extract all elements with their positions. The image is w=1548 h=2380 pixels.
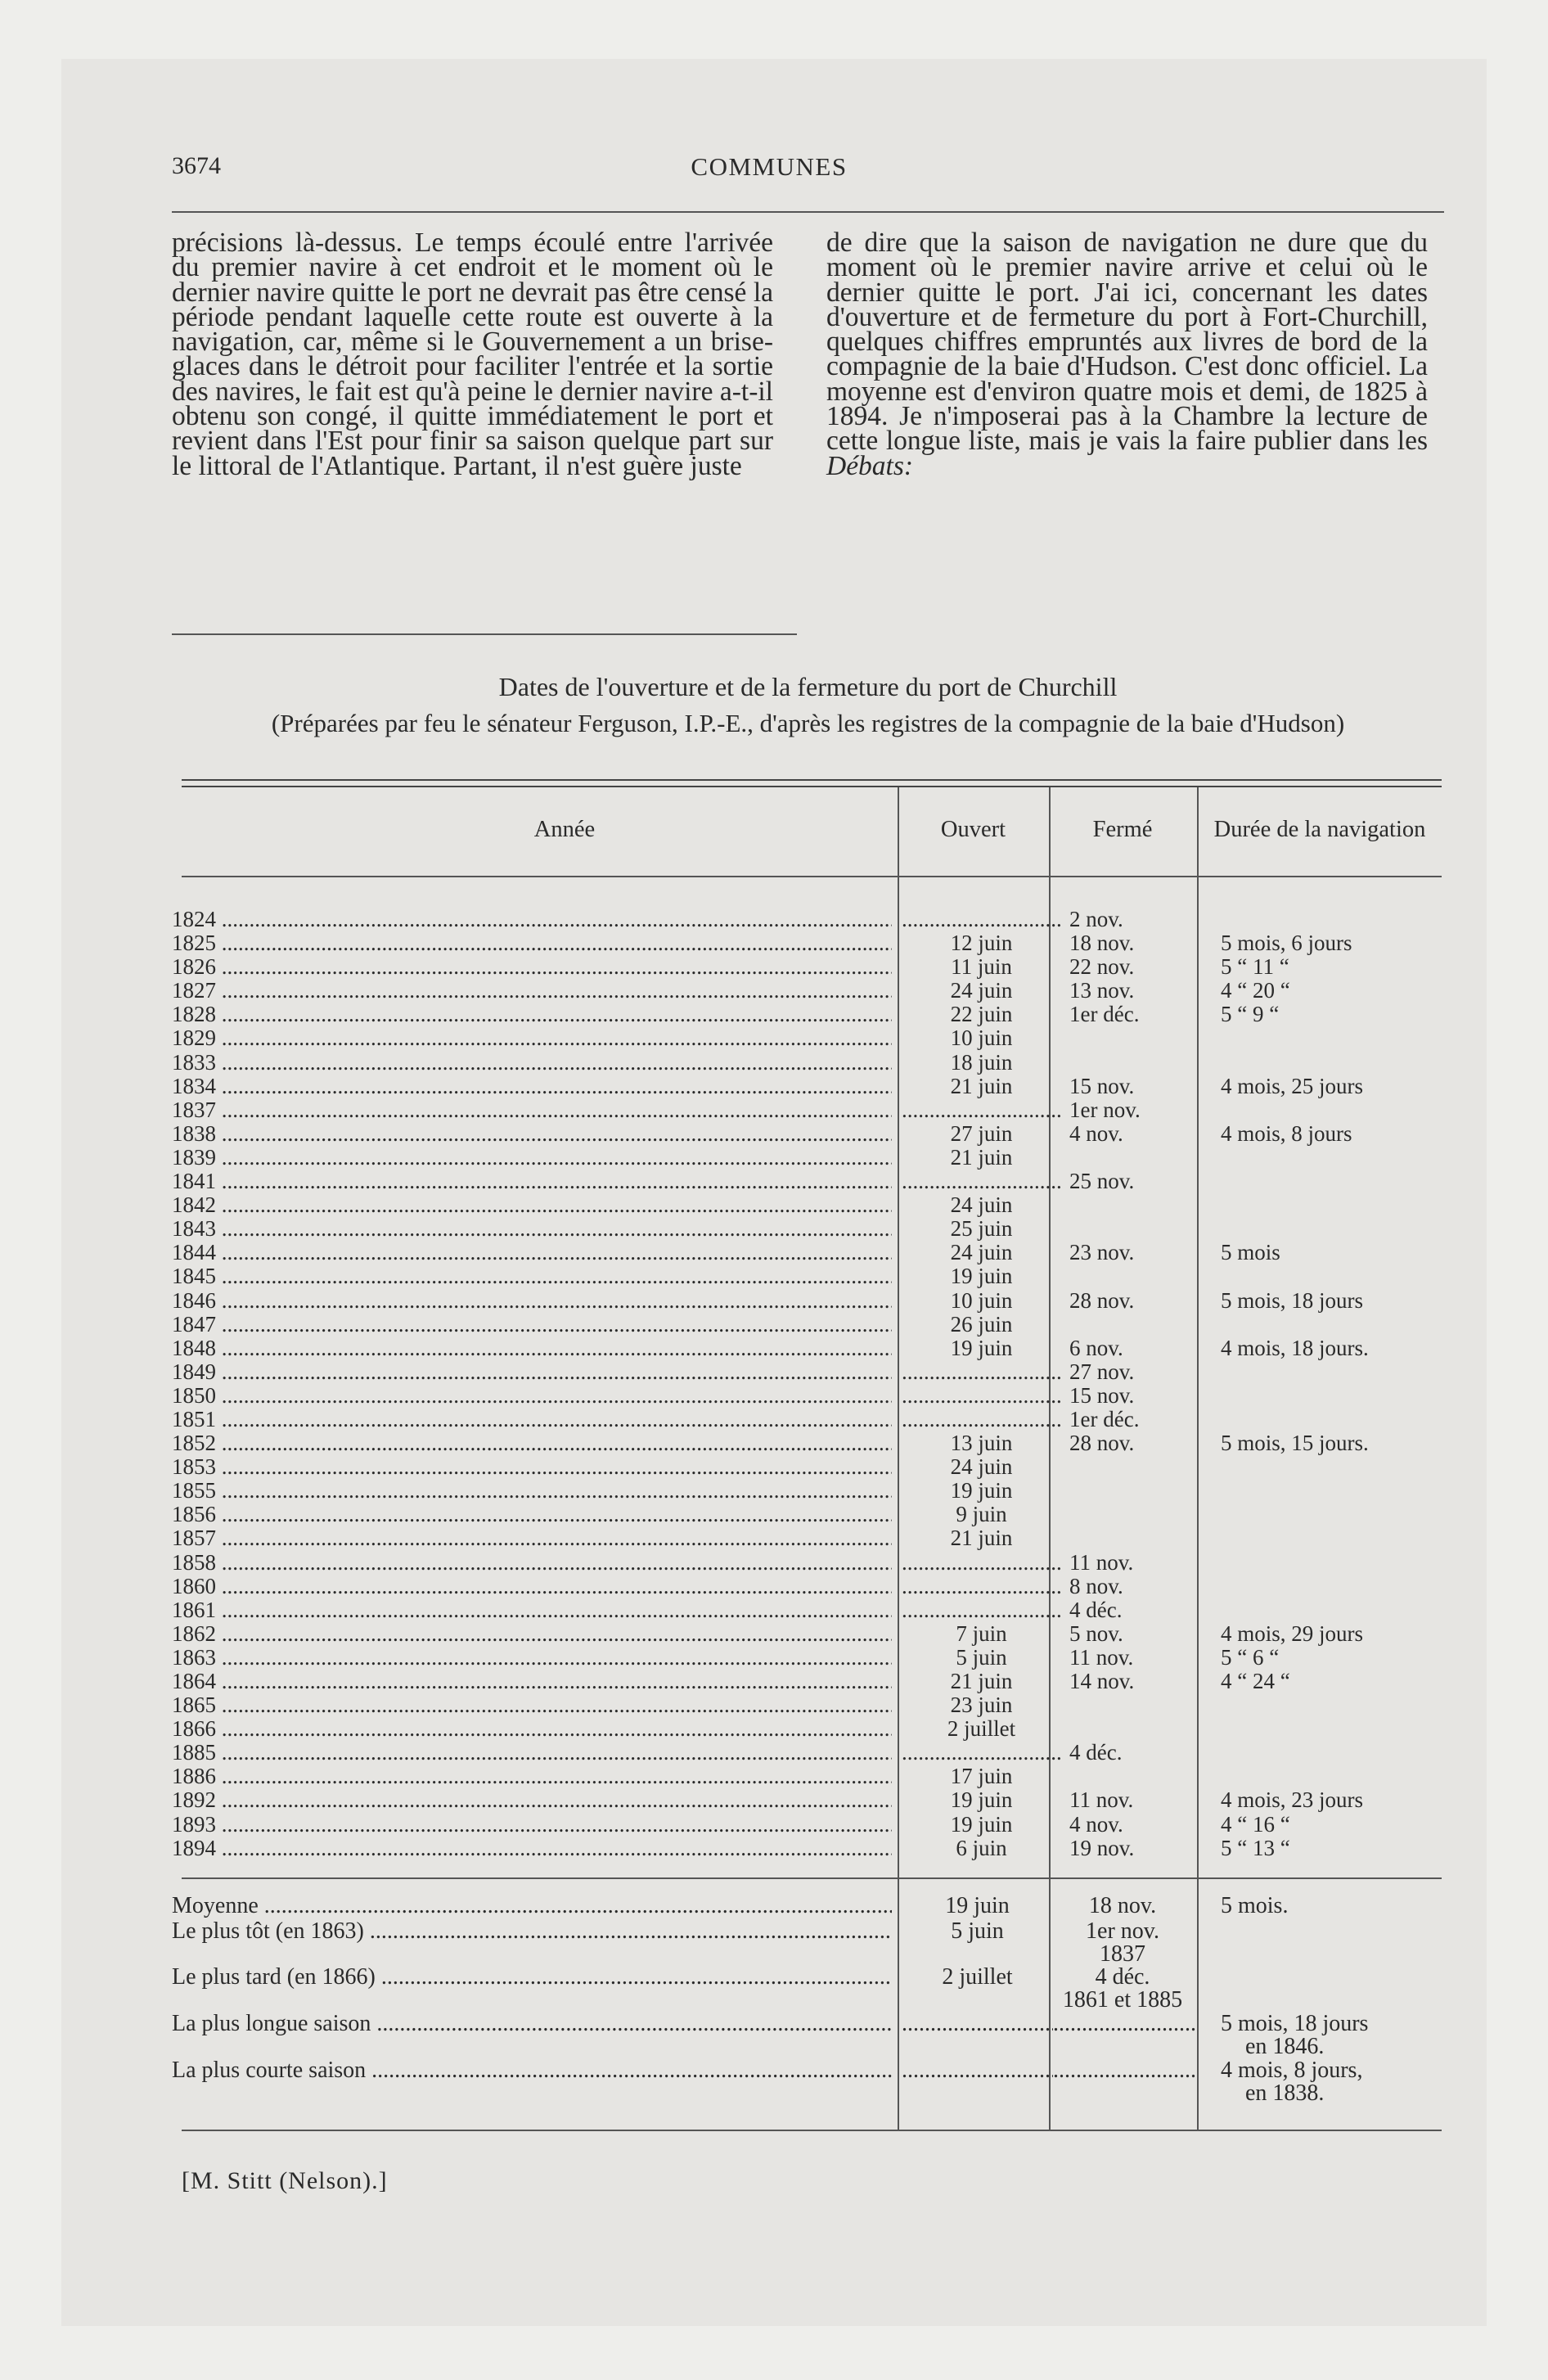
year-cell: 1839 ..... (172, 1146, 892, 1170)
opened-cell: 17 juin (950, 1765, 1013, 1789)
duration-cell: 5 mois, 18 jours (1221, 1288, 1364, 1313)
opened-cell: 21 juin (950, 1145, 1013, 1170)
opened-cell (902, 1170, 1061, 1193)
year-cell: 1892 ..... (172, 1788, 892, 1812)
duration-cell: 4 mois, 25 jours (1221, 1074, 1364, 1098)
summary-label: La plus courte saison ..... (172, 2059, 892, 2082)
summary-closed: 1er nov. (1086, 1920, 1159, 1943)
summary-duration: 5 mois. (1221, 1895, 1289, 1918)
duration-cell: 4 “ 24 “ (1221, 1670, 1290, 1693)
summary-opened (902, 2013, 1053, 2035)
paragraph-left: précisions là-dessus. Le temps écoulé entre l'arrivée du premier navire à cet endroit et le moment où le dernier navire quitte le port ne devrait pas être censé la période pendant laquelle cette route est ouverte à la navigation, car, même si le Gouvernement a un brise-glaces dans le détroit pour faciliter l'entrée et la sortie des navires, le fait est qu'à peine le dernier navire a-t-il obtenu son congé, il quitte immédiatement le port et revient dans l'Est pour finir sa saison quelque part sur le littoral de l'Atlantique. Partant, il n'est guère juste (172, 228, 773, 481)
duration-cell: 4 “ 16 “ (1221, 1812, 1290, 1837)
opened-cell: 21 juin (950, 1074, 1013, 1098)
summary-closed: 1861 et 1885 (1062, 1989, 1183, 2012)
duration-cell: 5 “ 9 “ (1221, 1003, 1280, 1027)
summary-duration: 5 mois, 18 jours (1221, 2013, 1369, 2035)
opened-cell (902, 1098, 1061, 1122)
closed-cell: 11 nov. (1069, 1550, 1134, 1575)
text-column-right (826, 228, 1428, 481)
closed-cell: 19 nov. (1069, 1836, 1135, 1860)
summary-closed (1053, 2013, 1196, 2035)
year-cell: 1885 ..... (172, 1741, 892, 1765)
opened-cell: 22 juin (950, 1003, 1013, 1027)
opened-cell: 18 juin (950, 1050, 1013, 1075)
summary-closed (1053, 2059, 1196, 2082)
opened-cell: 24 juin (950, 979, 1013, 1003)
closed-cell: 1er déc. (1069, 1407, 1140, 1431)
summary-opened: 2 juillet (942, 1966, 1013, 1989)
table-body-rule (182, 1877, 1442, 1879)
summary-label: Le plus tôt (en 1863) ..... (172, 1920, 892, 1943)
summary-duration: en 1838. (1245, 2082, 1325, 2105)
opened-cell: 24 juin (950, 1241, 1013, 1265)
year-cell: 1838 ..... (172, 1122, 892, 1146)
summary-label: La plus longue saison ..... (172, 2013, 892, 2035)
summary-duration: en 1846. (1245, 2035, 1325, 2058)
closed-cell: 15 nov. (1069, 1074, 1135, 1098)
year-cell: 1856 ..... (172, 1503, 892, 1526)
opened-cell: 11 juin (951, 955, 1012, 980)
duration-cell: 5 mois (1221, 1241, 1280, 1265)
opened-cell: 9 juin (956, 1503, 1007, 1527)
closed-cell: 14 nov. (1069, 1670, 1135, 1693)
year-cell: 1843 ..... (172, 1217, 892, 1241)
closed-cell: 1er nov. (1069, 1098, 1141, 1122)
summary-opened (902, 2059, 1053, 2082)
summary-opened: 19 juin (945, 1895, 1010, 1918)
opened-cell: 7 juin (956, 1621, 1007, 1646)
opened-cell (902, 1575, 1061, 1598)
closed-cell: 11 nov. (1069, 1645, 1134, 1670)
year-cell: 1827 ..... (172, 979, 892, 1003)
year-cell: 1845 ..... (172, 1264, 892, 1288)
year-cell: 1886 ..... (172, 1765, 892, 1788)
year-cell: 1866 ..... (172, 1717, 892, 1741)
opened-cell: 21 juin (950, 1670, 1013, 1693)
text-column-left (172, 228, 773, 481)
duration-cell: 4 “ 20 “ (1221, 979, 1290, 1003)
opened-cell: 10 juin (950, 1026, 1013, 1051)
header-closed: Fermé (1092, 817, 1153, 842)
running-title: COMMUNES (691, 152, 848, 181)
table-subtitle: (Préparées par feu le sénateur Ferguson, I.P.-E., d'après les registres de la compagnie de la baie d'Hudson) (271, 709, 1345, 737)
opened-cell: 12 juin (950, 931, 1013, 956)
header-rule (172, 211, 1444, 213)
year-cell: 1844 ..... (172, 1241, 892, 1264)
duration-cell: 5 “ 13 “ (1221, 1836, 1290, 1860)
table-top-double-rule (182, 779, 1442, 787)
debats-italic: Débats: (826, 450, 914, 481)
year-cell: 1825 ..... (172, 931, 892, 955)
year-cell: 1829 ..... (172, 1026, 892, 1050)
opened-cell: 24 juin (950, 1193, 1013, 1218)
opened-cell: 19 juin (950, 1812, 1013, 1837)
opened-cell (902, 1598, 1061, 1622)
year-cell: 1841 ..... (172, 1170, 892, 1193)
year-cell: 1833 ..... (172, 1051, 892, 1075)
year-cell: 1893 ..... (172, 1813, 892, 1837)
closed-cell: 18 nov. (1069, 931, 1135, 956)
opened-cell: 23 juin (950, 1693, 1013, 1718)
year-cell: 1853 ..... (172, 1455, 892, 1479)
duration-cell: 5 mois, 6 jours (1221, 931, 1352, 956)
year-cell: 1861 ..... (172, 1598, 892, 1622)
duration-cell: 4 mois, 18 jours. (1221, 1336, 1369, 1360)
closed-cell: 28 nov. (1069, 1288, 1135, 1313)
opened-cell: 19 juin (950, 1479, 1013, 1503)
speaker-attribution: [M. Stitt (Nelson).] (182, 2167, 388, 2194)
closed-cell: 4 nov. (1069, 1121, 1123, 1146)
closed-cell: 11 nov. (1069, 1788, 1134, 1813)
column-divider-1 (898, 787, 899, 2130)
year-cell: 1842 ..... (172, 1193, 892, 1217)
closed-cell: 15 nov. (1069, 1383, 1135, 1408)
year-cell: 1862 ..... (172, 1622, 892, 1646)
year-cell: 1851 ..... (172, 1408, 892, 1431)
closed-cell: 23 nov. (1069, 1241, 1135, 1265)
table-header-rule (182, 876, 1442, 877)
summary-closed: 1837 (1100, 1943, 1145, 1966)
opened-cell: 13 juin (950, 1431, 1013, 1456)
duration-cell: 4 mois, 29 jours (1221, 1621, 1364, 1646)
closed-cell: 22 nov. (1069, 955, 1135, 980)
closed-cell: 4 déc. (1069, 1598, 1123, 1622)
year-cell: 1852 ..... (172, 1431, 892, 1455)
summary-closed: 18 nov. (1088, 1895, 1157, 1918)
duration-cell: 5 “ 11 “ (1221, 955, 1289, 980)
header-duration: Durée de la navigation (1213, 817, 1426, 842)
duration-cell: 4 mois, 23 jours (1221, 1788, 1364, 1813)
year-cell: 1848 ..... (172, 1336, 892, 1360)
opened-cell: 5 juin (956, 1645, 1007, 1670)
duration-cell: 5 mois, 15 jours. (1221, 1431, 1369, 1456)
opened-cell: 27 juin (950, 1121, 1013, 1146)
closed-cell: 4 déc. (1069, 1741, 1123, 1765)
closed-cell: 13 nov. (1069, 979, 1135, 1003)
opened-cell (902, 1408, 1061, 1431)
year-cell: 1834 ..... (172, 1075, 892, 1098)
duration-cell: 4 mois, 8 jours (1221, 1121, 1352, 1146)
opened-cell: 19 juin (950, 1264, 1013, 1289)
year-cell: 1864 ..... (172, 1670, 892, 1693)
opened-cell: 2 juillet (947, 1717, 1016, 1742)
opened-cell: 25 juin (950, 1217, 1013, 1242)
opened-cell: 10 juin (950, 1288, 1013, 1313)
summary-label: Le plus tard (en 1866) ..... (172, 1966, 892, 1989)
closed-cell: 6 nov. (1069, 1336, 1123, 1360)
opened-cell: 6 juin (956, 1836, 1007, 1860)
opened-cell (902, 1360, 1061, 1384)
year-cell: 1837 ..... (172, 1098, 892, 1122)
year-cell: 1857 ..... (172, 1526, 892, 1550)
closed-cell: 2 nov. (1069, 908, 1123, 931)
summary-duration: 4 mois, 8 jours, (1221, 2059, 1363, 2082)
table-title: Dates de l'ouverture et de la fermeture du port de Churchill (498, 672, 1118, 701)
year-cell: 1826 ..... (172, 955, 892, 979)
year-cell: 1863 ..... (172, 1646, 892, 1670)
column-end-rule (172, 633, 797, 635)
year-cell: 1855 ..... (172, 1479, 892, 1503)
closed-cell: 28 nov. (1069, 1431, 1135, 1456)
opened-cell: 19 juin (950, 1336, 1013, 1360)
opened-cell: 26 juin (950, 1312, 1013, 1336)
year-cell: 1850 ..... (172, 1384, 892, 1408)
opened-cell: 19 juin (950, 1788, 1013, 1813)
paragraph-right-text: de dire que la saison de navigation ne dure que du moment où le premier navire arrive et celui où le dernier quitte le port. J'ai ici, concernant les dates d'ouverture et de fermeture du port à Fort-Churchill, quelques chiffres empruntés aux livres de bord de la compagnie de la baie d'Hudson. C'est donc officiel. La moyenne est d'environ quatre mois et demi, de 1825 à 1894. Je n'imposerai pas à la Chambre la lecture de cette longue liste, mais je vais la faire publier dans les (826, 228, 1428, 457)
opened-cell: 24 juin (950, 1455, 1013, 1480)
summary-label: Moyenne ..... (172, 1895, 892, 1918)
year-cell: 1858 ..... (172, 1551, 892, 1575)
closed-cell: 8 nov. (1069, 1574, 1123, 1598)
paragraph-right (826, 228, 1428, 481)
year-cell: 1860 ..... (172, 1575, 892, 1598)
opened-cell (902, 1741, 1061, 1765)
header-year: Année (533, 817, 596, 842)
year-cell: 1847 ..... (172, 1313, 892, 1336)
closed-cell: 25 nov. (1069, 1170, 1135, 1194)
duration-cell: 5 “ 6 “ (1221, 1645, 1280, 1670)
opened-cell (902, 1384, 1061, 1408)
year-cell: 1846 ..... (172, 1289, 892, 1313)
year-cell: 1828 ..... (172, 1003, 892, 1026)
summary-opened: 5 juin (951, 1920, 1004, 1943)
closed-cell: 5 nov. (1069, 1621, 1123, 1646)
header-opened: Ouvert (940, 817, 1006, 842)
page-number: 3674 (172, 152, 221, 179)
closed-cell: 1er déc. (1069, 1003, 1140, 1027)
opened-cell (902, 908, 1061, 931)
opened-cell (902, 1551, 1061, 1575)
opened-cell: 21 juin (950, 1526, 1013, 1551)
year-cell: 1894 ..... (172, 1837, 892, 1860)
summary-closed: 4 déc. (1095, 1966, 1150, 1989)
table-bottom-rule (182, 2130, 1442, 2131)
year-cell: 1824 ..... (172, 908, 892, 931)
year-cell: 1865 ..... (172, 1693, 892, 1717)
closed-cell: 27 nov. (1069, 1359, 1135, 1384)
year-cell: 1849 ..... (172, 1360, 892, 1384)
closed-cell: 4 nov. (1069, 1812, 1123, 1837)
